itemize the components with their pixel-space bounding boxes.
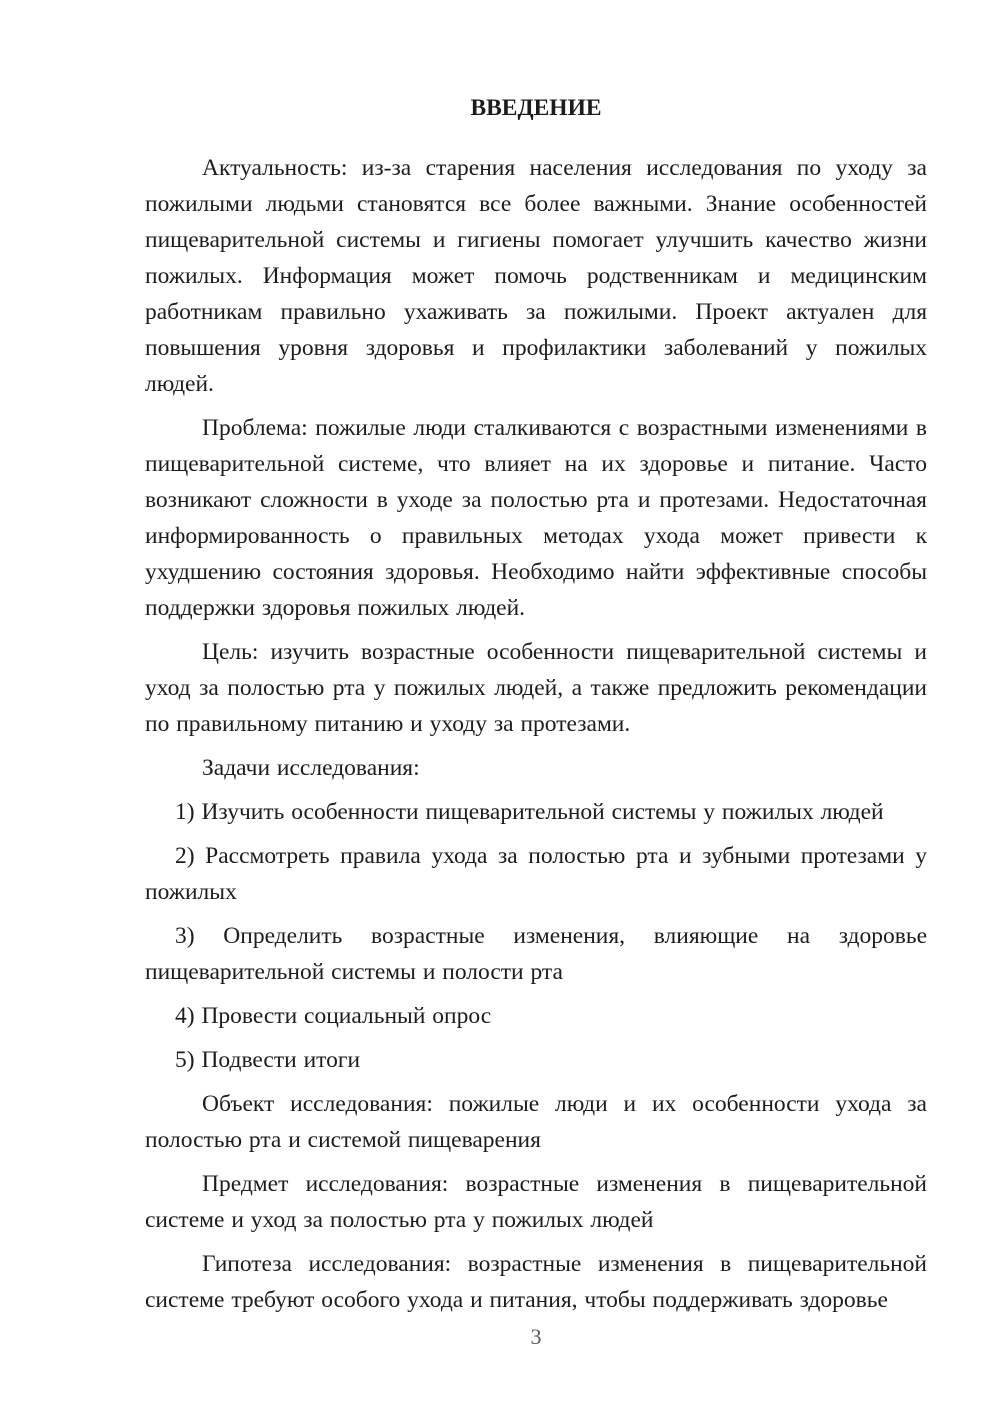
- paragraph-hypothesis: Гипотеза исследования: возрастные изменения в пищеварительной системе требуют особого ухода и питания, чтобы поддерживать здоровье: [145, 1251, 927, 1313]
- page-title: ВВЕДЕНИЕ: [470, 95, 602, 121]
- paragraph-subject: Предмет исследования: возрастные изменения в пищеварительной системе и уход за полостью рта у пожилых людей: [145, 1171, 927, 1233]
- page-number: 3: [530, 1324, 542, 1349]
- tasks-heading: Задачи исследования:: [202, 755, 420, 781]
- task-item-5: 5) Подвести итоги: [175, 1047, 361, 1073]
- paragraph-relevance: Актуальность: из-за старения населения исследования по уходу за пожилыми людьми становятся все более важными. Знание особенностей пищеварительной системы и гигиены помогает улучшить качество жизни пожилых. Информация может помочь родственникам и медицинским работникам правильно ухаживать за пожилыми. Проект актуален для повышения уровня здоровья и профилактики заболеваний у пожилых людей.: [145, 155, 927, 397]
- task-item-3: 3) Определить возрастные изменения, влияющие на здоровье пищеварительной системы и полости рта: [145, 923, 927, 985]
- paragraph-object: Объект исследования: пожилые люди и их особенности ухода за полостью рта и системой пищеварения: [145, 1091, 927, 1153]
- paragraph-goal: Цель: изучить возрастные особенности пищеварительной системы и уход за полостью рта у пожилых людей, а также предложить рекомендации по правильному питанию и уходу за протезами.: [145, 639, 927, 737]
- task-item-1: 1) Изучить особенности пищеварительной системы у пожилых людей: [175, 799, 884, 825]
- task-item-2: 2) Рассмотреть правила ухода за полостью рта и зубными протезами у пожилых: [145, 843, 927, 905]
- paragraph-problem: Проблема: пожилые люди сталкиваются с возрастными изменениями в пищеварительной системе, что влияет на их здоровье и питание. Часто возникают сложности в уходе за полостью рта и протезами. Недостаточная информированность о правильных методах ухода может привести к ухудшению состояния здоровья. Необходимо найти эффективные способы поддержки здоровья пожилых людей.: [145, 415, 927, 621]
- task-item-4: 4) Провести социальный опрос: [175, 1003, 492, 1029]
